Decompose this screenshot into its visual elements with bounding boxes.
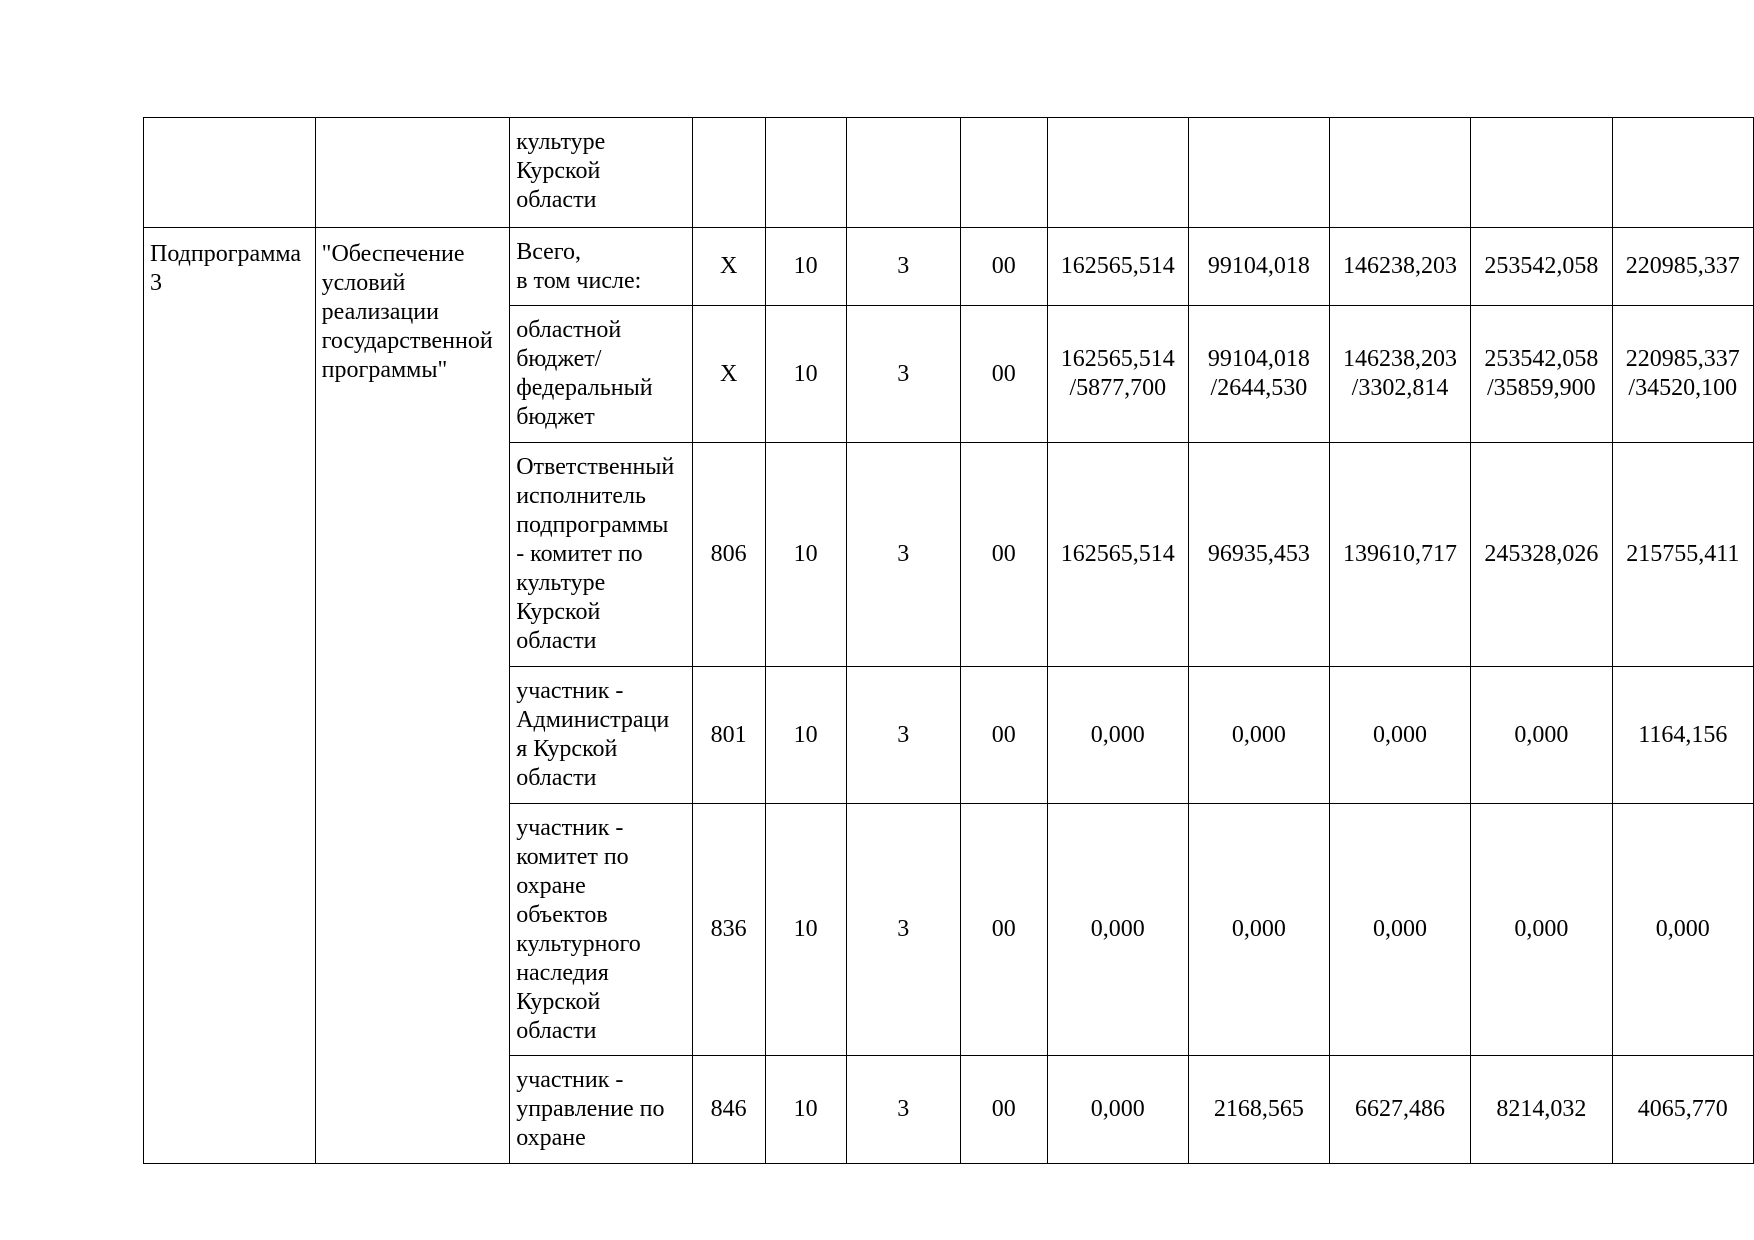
csr-cell: 00 [960,306,1047,443]
value-cell: 146238,203 [1329,228,1470,306]
grbs-cell: 806 [692,443,765,667]
value-cell: 2168,565 [1188,1056,1329,1164]
rz-cell: 10 [765,804,846,1056]
empty-cell [1047,118,1188,228]
empty-cell [144,118,316,228]
value-cell: 220985,337 [1612,228,1753,306]
csr-cell: 00 [960,228,1047,306]
value-cell: 245328,026 [1471,443,1612,667]
row-description: культуре Курской области [510,118,693,228]
rz-cell: 10 [765,1056,846,1164]
grbs-cell: 836 [692,804,765,1056]
pr-cell: 3 [846,228,960,306]
subprogram-label: Подпрограмма 3 [144,228,316,1164]
value-cell: 0,000 [1047,667,1188,804]
grbs-cell: Х [692,228,765,306]
table-row [144,228,1754,306]
value-cell: 146238,203 /3302,814 [1329,306,1470,443]
grbs-cell: 846 [692,1056,765,1164]
row-description: участник - управление по охране [510,1056,693,1164]
value-cell: 1164,156 [1612,667,1753,804]
value-cell: 0,000 [1471,667,1612,804]
value-cell: 6627,486 [1329,1056,1470,1164]
empty-cell [692,118,765,228]
pr-cell: 3 [846,306,960,443]
value-cell: 220985,337 /34520,100 [1612,306,1753,443]
value-cell: 99104,018 [1188,228,1329,306]
row-description: Всего, в том числе: [510,228,693,306]
pr-cell: 3 [846,804,960,1056]
empty-cell [1471,118,1612,228]
empty-cell [846,118,960,228]
value-cell: 0,000 [1047,1056,1188,1164]
value-cell: 139610,717 [1329,443,1470,667]
value-cell: 0,000 [1612,804,1753,1056]
rz-cell: 10 [765,306,846,443]
empty-cell [960,118,1047,228]
value-cell: 4065,770 [1612,1056,1753,1164]
row-description: Ответственный исполнитель подпрограммы - комитет по культуре Курской области [510,443,693,667]
value-cell: 0,000 [1188,667,1329,804]
csr-cell: 00 [960,667,1047,804]
rz-cell: 10 [765,667,846,804]
value-cell: 162565,514 [1047,443,1188,667]
value-cell: 162565,514 [1047,228,1188,306]
grbs-cell: Х [692,306,765,443]
grbs-cell: 801 [692,667,765,804]
empty-cell [1188,118,1329,228]
pr-cell: 3 [846,667,960,804]
pr-cell: 3 [846,443,960,667]
row-description: областной бюджет/ федеральный бюджет [510,306,693,443]
rz-cell: 10 [765,228,846,306]
csr-cell: 00 [960,804,1047,1056]
empty-cell [765,118,846,228]
value-cell: 96935,453 [1188,443,1329,667]
row-description: участник - комитет по охране объектов культурного наследия Курской области [510,804,693,1056]
empty-cell [315,118,510,228]
pr-cell: 3 [846,1056,960,1164]
csr-cell: 00 [960,1056,1047,1164]
value-cell: 253542,058 [1471,228,1612,306]
value-cell: 0,000 [1188,804,1329,1056]
value-cell: 0,000 [1047,804,1188,1056]
value-cell: 215755,411 [1612,443,1753,667]
budget-table [143,117,1754,1164]
value-cell: 99104,018 /2644,530 [1188,306,1329,443]
csr-cell: 00 [960,443,1047,667]
value-cell: 0,000 [1329,804,1470,1056]
value-cell: 162565,514 /5877,700 [1047,306,1188,443]
value-cell: 253542,058 /35859,900 [1471,306,1612,443]
table-row [144,118,1754,228]
rz-cell: 10 [765,443,846,667]
value-cell: 8214,032 [1471,1056,1612,1164]
value-cell: 0,000 [1329,667,1470,804]
subprogram-name: "Обеспечение условий реализации государственной программы" [315,228,510,1164]
empty-cell [1329,118,1470,228]
empty-cell [1612,118,1753,228]
value-cell: 0,000 [1471,804,1612,1056]
row-description: участник - Администраци я Курской области [510,667,693,804]
